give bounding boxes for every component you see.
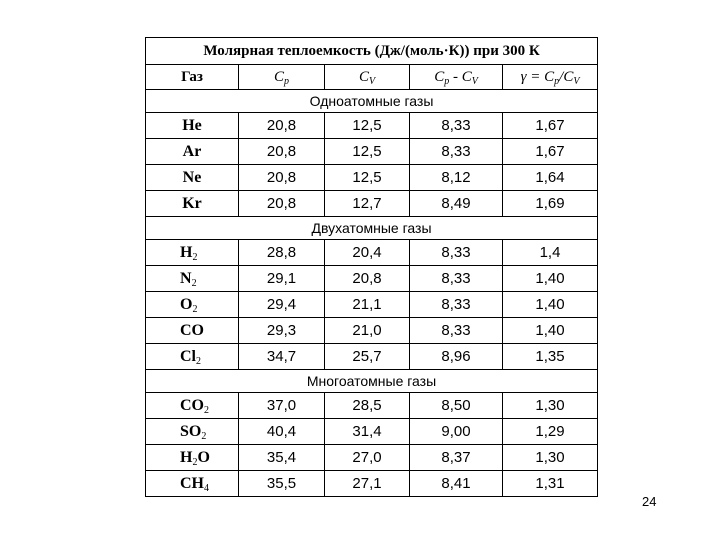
cp-value: 20,8 [239,113,325,139]
gas-subscript: 2 [192,456,198,468]
gas-symbol: Cl [180,347,196,365]
gas-symbol-tail: O [197,448,210,466]
diff-cv-symbol: - C [449,68,472,85]
gas-subscript: 2 [201,430,207,442]
gas-formula [146,240,239,266]
gamma-cp-subscript: p [554,75,560,87]
cv-value: 21,0 [325,318,410,344]
gas-formula [146,344,239,370]
difference-value: 8,33 [410,318,503,344]
column-header-gamma [503,65,598,90]
gamma-cv-subscript: V [573,75,580,87]
column-header-cv [325,65,410,90]
cv-value: 20,4 [325,240,410,266]
table-title-row [146,38,598,65]
table-row [146,471,598,497]
gas-formula [146,471,239,497]
gas-subscript: 4 [204,482,209,494]
cp-value: 20,8 [239,191,325,217]
table-row [146,292,598,318]
gas-subscript: 2 [204,404,209,416]
gamma-value: 1,29 [503,419,598,445]
diff-cp-subscript: p [444,75,450,87]
gas-formula [146,393,239,419]
heat-capacity-table [145,37,598,497]
cp-value: 35,4 [239,445,325,471]
gas-symbol: SO [180,422,202,440]
cv-symbol: C [358,68,369,85]
gas-formula [146,139,239,165]
gas-symbol: N [180,269,192,287]
difference-value: 8,50 [410,393,503,419]
difference-value: 8,12 [410,165,503,191]
gas-symbol: CO [180,396,204,414]
difference-value: 9,00 [410,419,503,445]
gamma-prefix: γ = C [520,68,555,85]
cv-value: 25,7 [325,344,410,370]
difference-value: 8,33 [410,113,503,139]
gamma-value: 1,30 [503,393,598,419]
gas-formula [146,445,239,471]
difference-value: 8,33 [410,139,503,165]
section-header-row [146,370,598,393]
cv-value: 27,1 [325,471,410,497]
gamma-value: 1,40 [503,318,598,344]
difference-value: 8,96 [410,344,503,370]
difference-value: 8,33 [410,266,503,292]
cp-value: 35,5 [239,471,325,497]
cp-value: 29,3 [239,318,325,344]
table-row [146,240,598,266]
table-row [146,344,598,370]
gamma-value: 1,67 [503,113,598,139]
difference-value: 8,49 [410,191,503,217]
cv-value: 12,7 [325,191,410,217]
table-row [146,113,598,139]
table-row [146,191,598,217]
difference-value: 8,33 [410,292,503,318]
gas-formula [146,165,239,191]
table-row [146,419,598,445]
gas-subscript: 2 [192,251,198,263]
gamma-value: 1,69 [503,191,598,217]
gas-subscript: 2 [192,303,198,315]
table-row [146,266,598,292]
cp-value: 29,1 [239,266,325,292]
cp-value: 29,4 [239,292,325,318]
column-header-gas: Газ [146,65,239,90]
gas-symbol: He [182,116,202,134]
section-header-row [146,217,598,240]
gamma-value: 1,67 [503,139,598,165]
gamma-value: 1,31 [503,471,598,497]
cv-value: 31,4 [325,419,410,445]
table-row [146,393,598,419]
cp-value: 37,0 [239,393,325,419]
page-number: 24 [642,494,657,509]
cv-value: 21,1 [325,292,410,318]
gas-formula [146,113,239,139]
gamma-value: 1,64 [503,165,598,191]
cp-value: 28,8 [239,240,325,266]
gamma-value: 1,40 [503,266,598,292]
section-title: Многоатомные газы [146,370,598,393]
gas-subscript: 2 [191,277,197,289]
cv-value: 20,8 [325,266,410,292]
table-row [146,445,598,471]
gas-symbol: H [180,243,193,261]
cv-value: 27,0 [325,445,410,471]
cp-value: 40,4 [239,419,325,445]
diff-cv-subscript: V [471,75,478,87]
gas-formula [146,191,239,217]
table-row [146,165,598,191]
cp-symbol: C [273,68,284,85]
section-title: Двухатомные газы [146,217,598,240]
gamma-cv-symbol: /C [559,68,574,85]
table-title: Молярная теплоемкость (Дж/(моль·К)) при 300 К [146,38,598,65]
gas-subscript: 2 [196,355,201,367]
gamma-value: 1,40 [503,292,598,318]
gas-symbol: CH [180,474,204,492]
gas-formula [146,318,239,344]
cv-value: 12,5 [325,139,410,165]
table-row [146,139,598,165]
cp-value: 20,8 [239,139,325,165]
gas-formula [146,419,239,445]
cv-subscript: V [368,75,376,87]
cp-subscript: p [284,75,289,87]
table-body [146,38,598,497]
gas-symbol: CO [180,321,204,339]
cp-value: 34,7 [239,344,325,370]
cv-value: 12,5 [325,113,410,139]
column-header-difference [410,65,503,90]
difference-value: 8,41 [410,471,503,497]
table-row [146,318,598,344]
gas-symbol: Ne [182,168,202,186]
difference-value: 8,37 [410,445,503,471]
cv-value: 12,5 [325,165,410,191]
gas-formula [146,266,239,292]
gamma-value: 1,4 [503,240,598,266]
diff-cp-symbol: C [434,68,445,85]
cp-value: 20,8 [239,165,325,191]
difference-value: 8,33 [410,240,503,266]
section-header-row [146,90,598,113]
section-title: Одноатомные газы [146,90,598,113]
gamma-value: 1,35 [503,344,598,370]
gas-symbol: H [180,448,193,466]
gas-symbol: Ar [182,142,202,160]
column-header-cp [239,65,325,90]
cv-value: 28,5 [325,393,410,419]
column-header-row [146,65,598,90]
gamma-value: 1,30 [503,445,598,471]
gas-symbol: Kr [182,194,202,212]
gas-symbol: O [180,295,193,313]
gas-formula [146,292,239,318]
